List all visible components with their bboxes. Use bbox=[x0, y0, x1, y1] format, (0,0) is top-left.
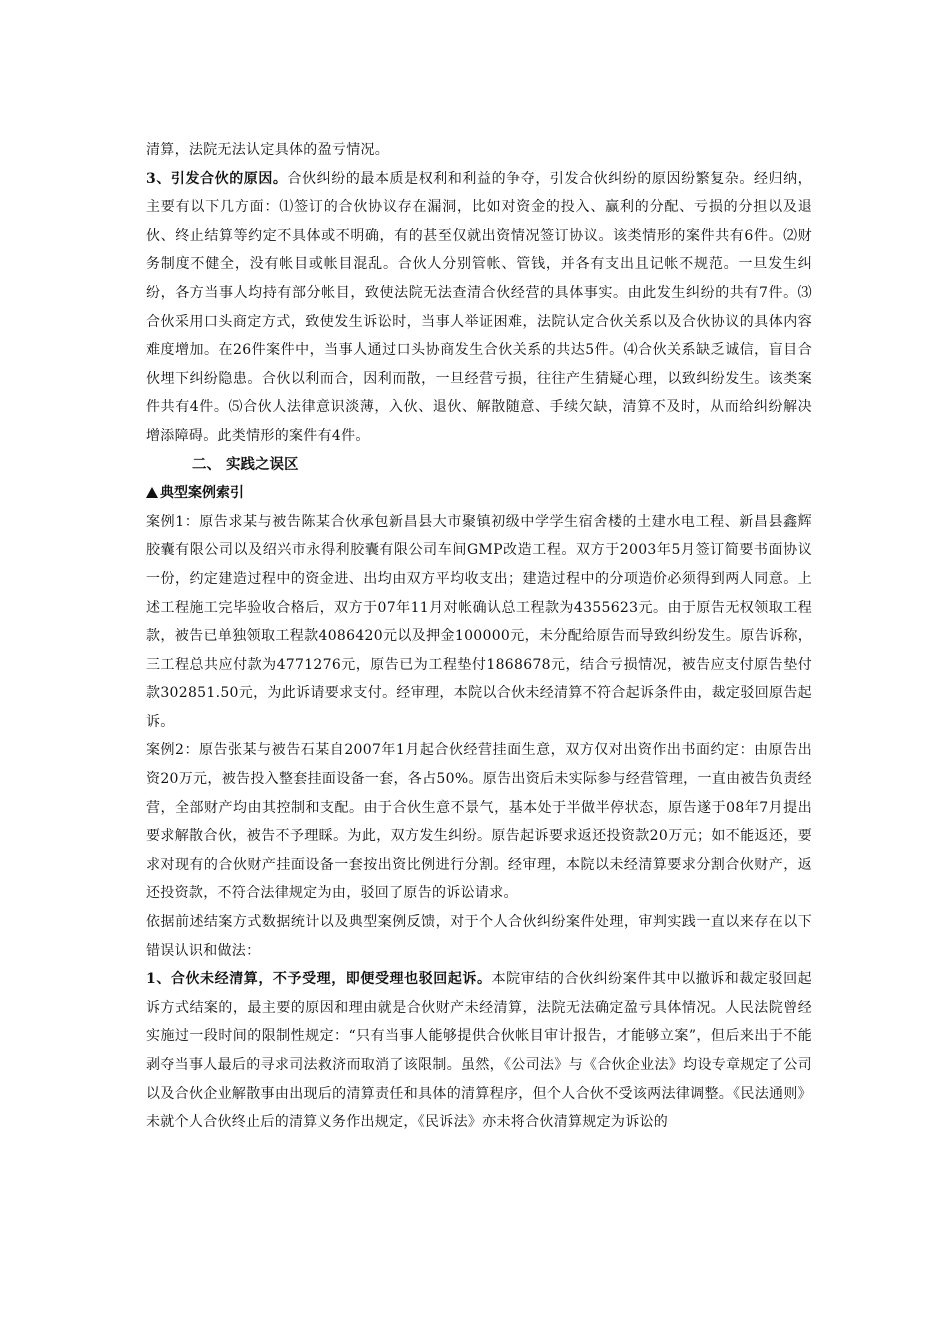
causes-body: 合伙纠纷的最本质是权利和利益的争夺，引发合伙纠纷的原因纷繁复杂。经归纳，主要有以下几方面：⑴签订的合伙协议存在漏洞，比如对资金的投入、赢利的分配、亏损的分担以及退伙、终止结算等约定不具体或不明确，有的甚至仅就出资情况签订协议。该类情形的案件共有6件。⑵财务制度不健全，没有帐目或帐目混乱。合伙人分别管帐、管钱，并各有支出且记帐不规范。一旦发生纠纷，各方当事人均持有部分帐目，致使法院无法查清合伙经营的具体事实。由此发生纠纷的共有7件。⑶合伙采用口头商定方式，致使发生诉讼时，当事人举证困难，法院认定合伙关系以及合伙协议的具体内容难度增加。在26件案件中，当事人通过口头协商发生合伙关系的共达5件。⑷合伙关系缺乏诚信，盲目合伙埋下纠纷隐患。合伙以利而合，因利而散，一旦经营亏损，往往产生猜疑心理，以致纠纷发生。该类案件共有4件。⑸合伙人法律意识淡薄，入伙、退伙、解散随意、手续欠缺，清算不及时，从而给纠纷解决增添障碍。此类情形的案件有4件。 bbox=[146, 170, 812, 444]
black-triangle-icon bbox=[146, 487, 158, 498]
typical-case-index-label: 典型案例索引 bbox=[160, 485, 244, 502]
document-page bbox=[146, 136, 812, 1137]
paragraph-no-liquidation bbox=[146, 965, 812, 1137]
causes-heading: 3、引发合伙的原因。 bbox=[146, 170, 288, 187]
section-heading-practice-errors: 二、 实践之误区 bbox=[192, 455, 299, 473]
case-1-paragraph: 案例1：原告求某与被告陈某合伙承包新昌县大市聚镇初级中学学生宿舍楼的土建水电工程、新昌县鑫辉胶囊有限公司以及绍兴市永得利胶囊有限公司车间GMP改造工程。双方于2003年5月签订简要书面协议一份，约定建造过程中的资金进、出均由双方平均收支出；建造过程中的分项造价必须得到两人同意。上述工程施工完毕验收合格后，双方于07年11月对帐确认总工程款为4355623元。由于原告无权领取工程款，被告已单独领取工程款4086420元以及押金100000元，未分配给原告而导致纠纷发生。原告诉称，三工程总共应付款为4771276元，原告已为工程垫付1868678元，结合亏损情况，被告应支付原告垫付款302851.50元，为此诉请要求支付。经审理，本院以合伙未经清算不符合起诉条件由，裁定驳回原告起诉。 bbox=[146, 513, 812, 730]
summary-paragraph: 依据前述结案方式数据统计以及典型案例反馈，对于个人合伙纠纷案件处理，审判实践一直以来存在以下错误认识和做法： bbox=[146, 914, 812, 959]
paragraph-settlement-tail: 清算，法院无法认定具体的盈亏情况。 bbox=[146, 142, 390, 158]
typical-case-index-heading bbox=[146, 479, 812, 508]
no-liquidation-body: 本院审结的合伙纠纷案件其中以撤诉和裁定驳回起诉方式结案的，最主要的原因和理由就是合伙财产未经清算，法院无法确定盈亏具体情况。人民法院曾经实施过一段时间的限制性规定：“只有当事人能够提供合伙帐目审计报告，才能够立案”，但后来出于不能剥夺当事人最后的寻求司法救济而取消了该限制。虽然，《公司法》与《合伙企业法》均设专章规定了公司以及合伙企业解散事由出现后的清算责任和具体的清算程序，但个人合伙不受该两法律调整。《民法通则》未就个人合伙终止后的清算义务作出规定，《民诉法》亦未将合伙清算规定为诉讼的 bbox=[146, 971, 812, 1131]
paragraph-causes bbox=[146, 165, 812, 451]
no-liquidation-heading: 1、合伙未经清算，不予受理，即便受理也驳回起诉。 bbox=[146, 971, 492, 988]
case-2-paragraph: 案例2：原告张某与被告石某自2007年1月起合伙经营挂面生意，双方仅对出资作出书面约定：由原告出资20万元，被告投入整套挂面设备一套，各占50%。原告出资后未实际参与经营管理，一直由被告负责经营，全部财产均由其控制和支配。由于合伙生意不景气，基本处于半做半停状态，原告遂于08年7月提出要求解散合伙，被告不予理睬。为此，双方发生纠纷。原告起诉要求返还投资款20万元；如不能返还，要求对现有的合伙财产挂面设备一套按出资比例进行分割。经审理，本院以未经清算要求分割合伙财产，返还投资款，不符合法律规定为由，驳回了原告的诉讼请求。 bbox=[146, 742, 812, 902]
